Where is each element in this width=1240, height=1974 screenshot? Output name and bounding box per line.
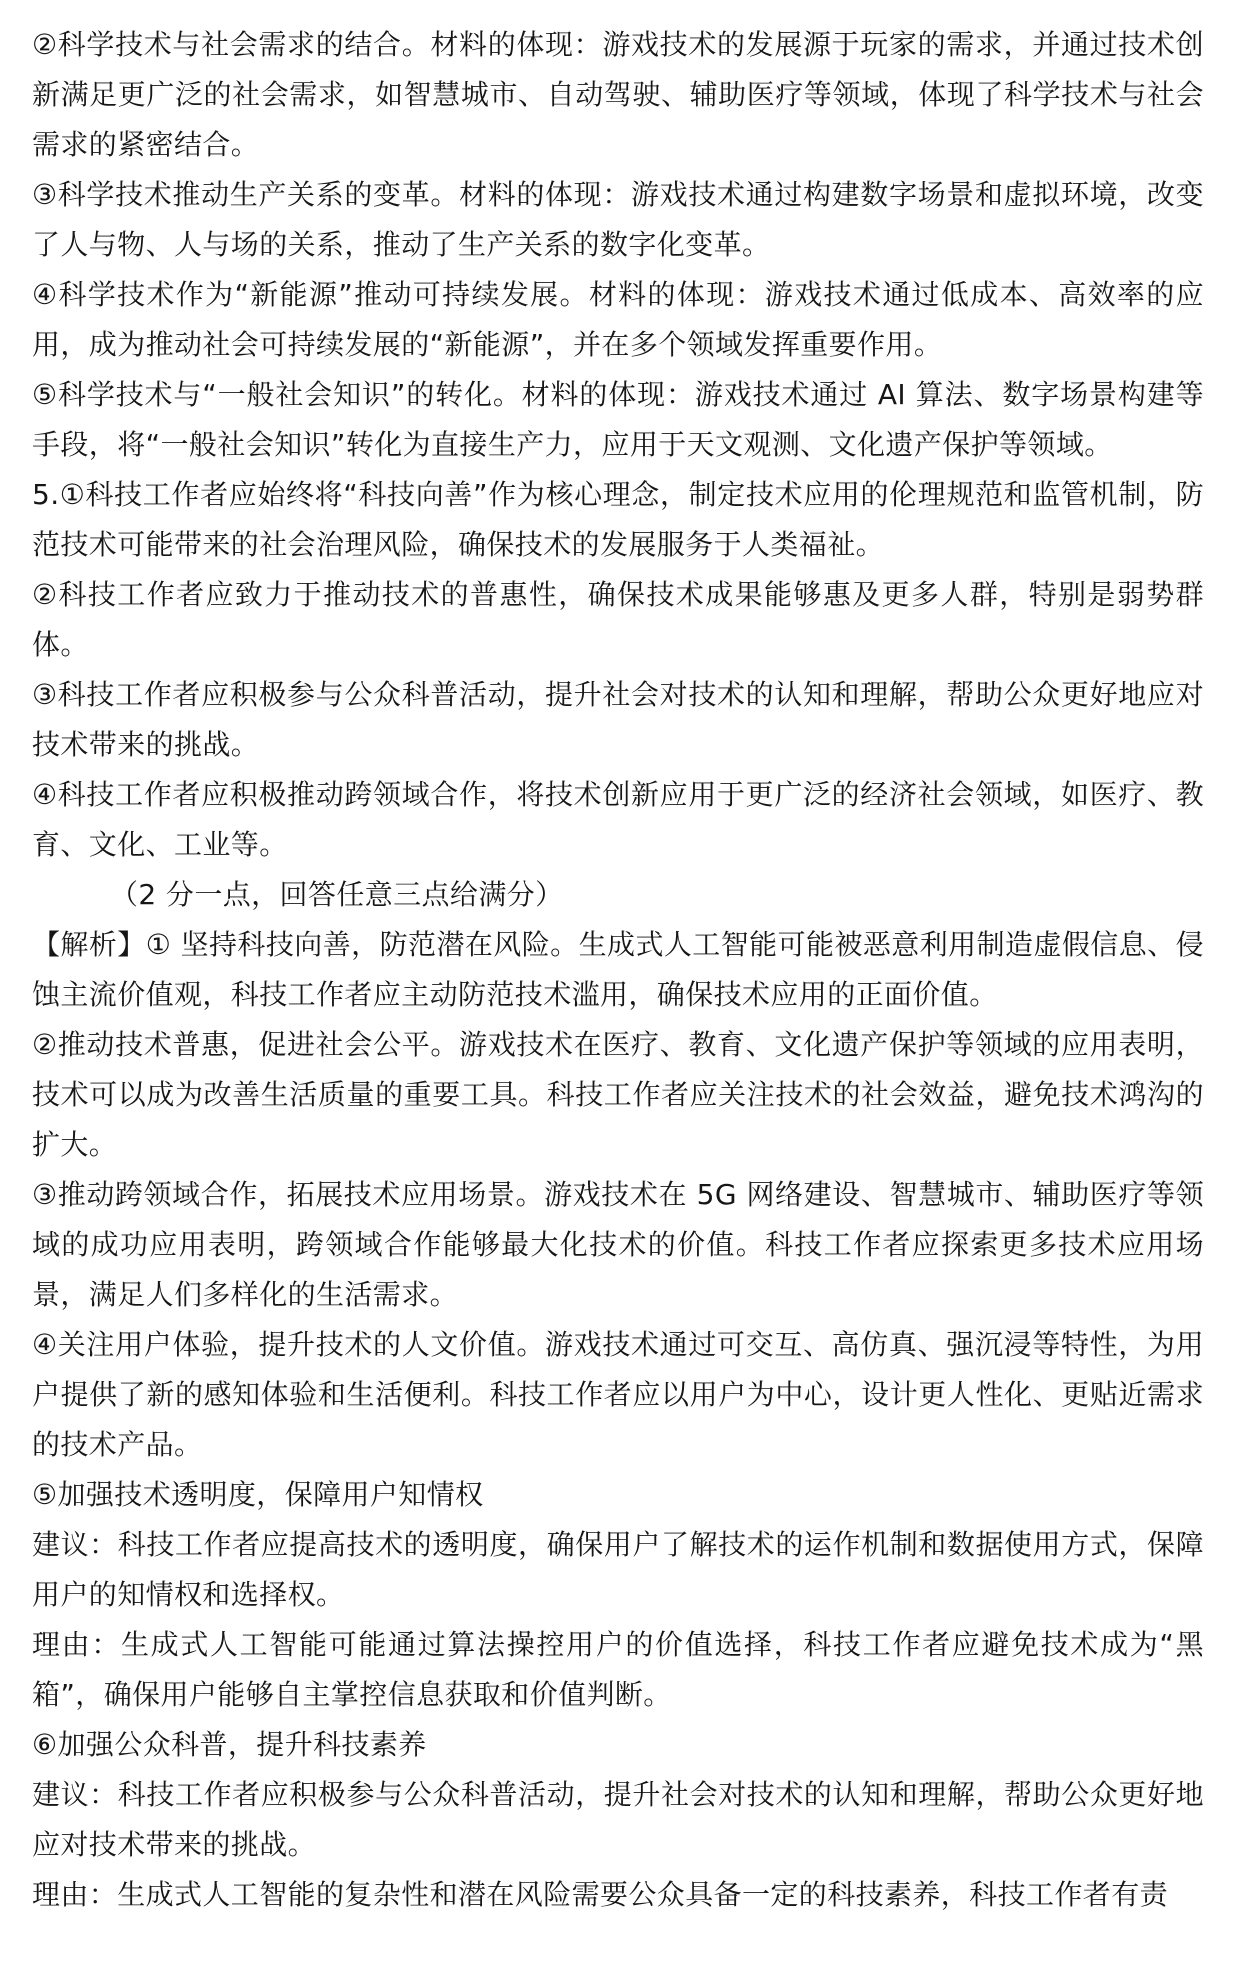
analysis-point-5-reason: 理由：生成式人工智能可能通过算法操控用户的价值选择，科技工作者应避免技术成为“黑箱”，确保用户能够自主掌控信息获取和价值判断。 <box>32 1628 1204 1711</box>
paragraph-science-social-demand: ②科学技术与社会需求的结合。材料的体现：游戏技术的发展源于玩家的需求，并通过技术创新满足更广泛的社会需求，如智慧城市、自动驾驶、辅助医疗等领域，体现了科学技术与社会需求的紧密结合。 <box>32 28 1204 161</box>
paragraph-new-energy: ④科学技术作为“新能源”推动可持续发展。材料的体现：游戏技术通过低成本、高效率的应用，成为推动社会可持续发展的“新能源”，并在多个领域发挥重要作用。 <box>32 278 1204 361</box>
analysis-point-5-suggestion: 建议：科技工作者应提高技术的透明度，确保用户了解技术的运作机制和数据使用方式，保障用户的知情权和选择权。 <box>32 1528 1204 1611</box>
analysis-point-6-suggestion: 建议：科技工作者应积极参与公众科普活动，提升社会对技术的认知和理解，帮助公众更好地应对技术带来的挑战。 <box>32 1778 1204 1861</box>
analysis-point-5-heading: ⑤加强技术透明度，保障用户知情权 <box>32 1478 484 1511</box>
analysis-point-6-reason: 理由：生成式人工智能的复杂性和潜在风险需要公众具备一定的科技素养，科技工作者有责 <box>32 1878 1169 1911</box>
analysis-point-1: 【解析】① 坚持科技向善，防范潜在风险。生成式人工智能可能被恶意利用制造虚假信息、侵蚀主流价值观，科技工作者应主动防范技术滥用，确保技术应用的正面价值。 <box>32 928 1204 1011</box>
analysis-point-3: ③推动跨领域合作，拓展技术应用场景。游戏技术在 5G 网络建设、智慧城市、辅助医疗等领域的成功应用表明，跨领域合作能够最大化技术的价值。科技工作者应探索更多技术应用场景，满足人们多样化的生活需求。 <box>32 1178 1204 1311</box>
paragraph-answer-5-point-3: ③科技工作者应积极参与公众科普活动，提升社会对技术的认知和理解，帮助公众更好地应对技术带来的挑战。 <box>32 678 1204 761</box>
analysis-point-4: ④关注用户体验，提升技术的人文价值。游戏技术通过可交互、高仿真、强沉浸等特性，为用户提供了新的感知体验和生活便利。科技工作者应以用户为中心，设计更人性化、更贴近需求的技术产品。 <box>32 1328 1204 1461</box>
paragraph-answer-5-point-1: 5.①科技工作者应始终将“科技向善”作为核心理念，制定技术应用的伦理规范和监管机制，防范技术可能带来的社会治理风险，确保技术的发展服务于人类福祉。 <box>32 478 1204 561</box>
paragraph-answer-5-point-2: ②科技工作者应致力于推动技术的普惠性，确保技术成果能够惠及更多人群，特别是弱势群体。 <box>32 578 1204 661</box>
analysis-point-6-heading: ⑥加强公众科普，提升科技素养 <box>32 1728 427 1761</box>
paragraph-general-social-knowledge: ⑤科学技术与“一般社会知识”的转化。材料的体现：游戏技术通过 AI 算法、数字场景构建等手段，将“一般社会知识”转化为直接生产力，应用于天文观测、文化遗产保护等领域。 <box>32 378 1204 461</box>
paragraph-production-relations: ③科学技术推动生产关系的变革。材料的体现：游戏技术通过构建数字场景和虚拟环境，改变了人与物、人与场的关系，推动了生产关系的数字化变革。 <box>32 178 1204 261</box>
paragraph-answer-5-point-4: ④科技工作者应积极推动跨领域合作，将技术创新应用于更广泛的经济社会领域，如医疗、教育、文化、工业等。 <box>32 778 1204 861</box>
scoring-note: （2 分一点，回答任意三点给满分） <box>110 878 564 911</box>
analysis-point-2: ②推动技术普惠，促进社会公平。游戏技术在医疗、教育、文化遗产保护等领域的应用表明，技术可以成为改善生活质量的重要工具。科技工作者应关注技术的社会效益，避免技术鸿沟的扩大。 <box>32 1028 1204 1161</box>
